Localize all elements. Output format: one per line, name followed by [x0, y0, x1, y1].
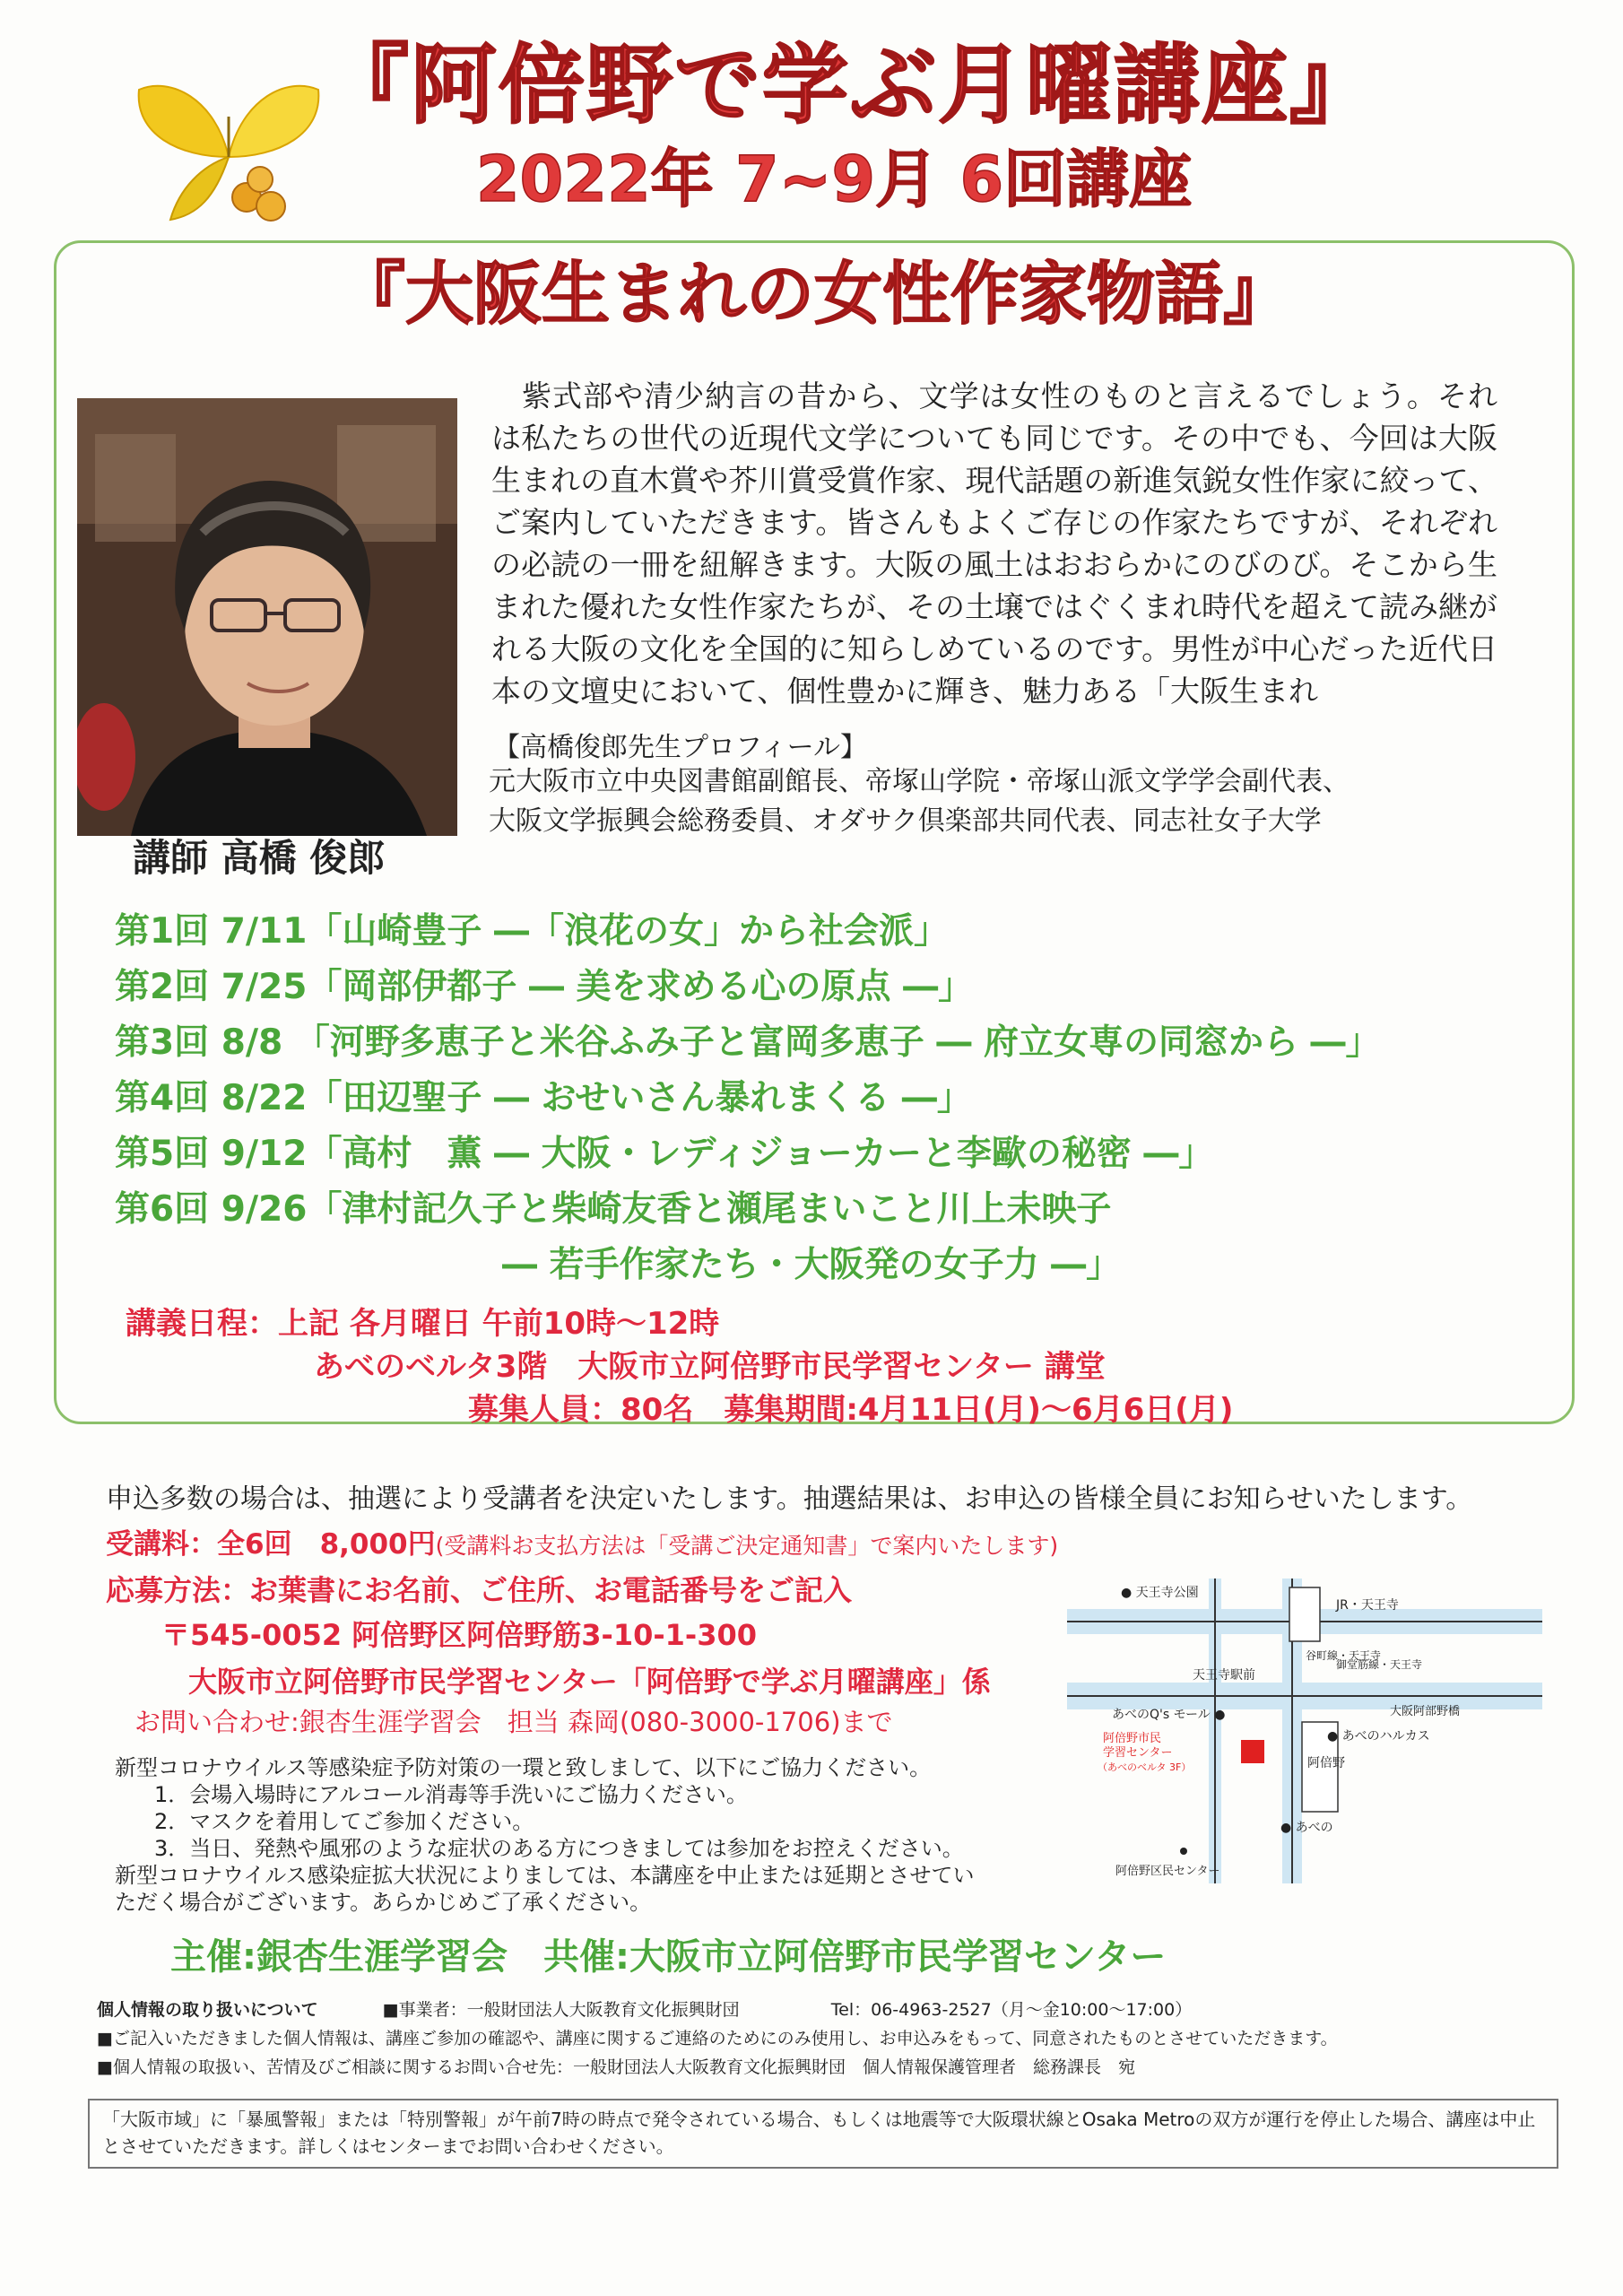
session-item-continued [115, 1238, 1514, 1293]
session-item: 第4回 8/22「田辺聖子 ― おせいさん暴れまくる ―」 [115, 1078, 972, 1118]
privacy-office: ■事業者：一般財団法人大阪教育文化振興財団 [382, 2000, 740, 2020]
course-description: 紫式部や清少納言の昔から、文学は女性のものと言えるでしょう。それは私たちの世代の近現代文学についても同じです。その中でも、今回は大阪生まれの直木賞や芥川賞受賞作家、現代話題の新進気鋭女性作家に絞って、ご案内していただきます。皆さんもよくご存じの作家たちですが、それぞれの必読の一冊を紐解きます。大阪の風土はおおらかにのびのび。そこから生まれた優れた女性作家たちが、その土壌ではぐくまれ時代を超えて読み継がれる大阪の文化を全国的に知らしめているのです。男性が中心だった近代日本の文壇史において、個性豊かに輝き、魅力ある「大阪生まれ [491, 378, 1497, 709]
session-item: 第3回 8/8 「河野多恵子と米谷ふみ子と富岡多恵子 ― 府立女専の同窓から ―」 [115, 1022, 1381, 1063]
map-label: 大阪阿部野橋 [1390, 1705, 1461, 1718]
profile-heading: 【高橋俊郎先生プロフィール】 [493, 732, 867, 763]
privacy-notice [97, 1996, 1576, 2082]
map-label: （あべのベルタ 3F） [1098, 1761, 1192, 1773]
fee-note: (受講料お支払方法は「受講ご決定通知書」で案内いたします) [435, 1533, 1059, 1559]
course-title: 『大阪生まれの女性作家物語』 [337, 254, 1291, 334]
covid-item: 2．マスクを着用してご参加ください。 [154, 1809, 534, 1834]
session-item: 第2回 7/25「岡部伊都子 ― 美を求める心の原点 ―」 [115, 967, 974, 1007]
map-label: ● 天王寺公園 [1121, 1586, 1199, 1600]
destination: 大阪市立阿倍野市民学習センター「阿倍野で学ぶ月曜講座」係 [188, 1665, 991, 1699]
map-label: 阿倍野区民センター [1115, 1865, 1220, 1878]
access-map [1067, 1578, 1542, 1883]
weather-warning-notice: 「大阪市域」に「暴風警報」または「特別警報」が午前7時の時点で発令されている場合、もしくは地震等で大阪環状線とOsaka Metroの双方が運行を停止した場合、講座は中止とさせていただきます。詳しくはセンターまでお問い合わせください。 [88, 2099, 1558, 2169]
lecturer-name: 講師 高橋 俊郎 [133, 836, 386, 880]
page-subtitle: 2022年 7~9月 6回講座 [475, 143, 1193, 216]
fee-amount: 受講料：全6回 8,000円 [106, 1528, 436, 1561]
fee [106, 1521, 1058, 1561]
map-label: JR・天王寺 [1336, 1598, 1399, 1613]
map-label: ● あべの [1280, 1821, 1333, 1835]
schedule [126, 1302, 1417, 1431]
lottery-note: 申込多数の場合は、抽選により受講者を決定いたします。抽選結果は、お申込の皆様全員にお知らせいたします。 [106, 1483, 1473, 1515]
map-label: 阿倍野市民 [1103, 1732, 1162, 1745]
profile-line: 元大阪市立中央図書館副館長、帝塚山学院・帝塚山派文学学会副代表、 [489, 766, 1350, 797]
session-list [115, 904, 1514, 1293]
map-label: 谷町線・天王寺 [1306, 1649, 1382, 1662]
session-item: 第5回 9/12「高村 薫 ― 大阪・レディジョーカーと李歐の秘密 ―」 [115, 1134, 1214, 1174]
schedule-time: 講義日程：上記 各月曜日 午前10時～12時 [126, 1306, 720, 1342]
session-continuation: ― 若手作家たち・大阪発の女子力 ―」 [502, 1245, 1122, 1285]
covid-note: 新型コロナウイルス感染症拡大状況によりましては、本講座を中止または延期とさせてい [115, 1863, 975, 1888]
profile-text [489, 762, 1511, 841]
schedule-capacity: 募集人員：80名 募集期間:4月11日(月)～6月6日(月) [468, 1392, 1234, 1428]
privacy-usage: ■ご記入いただきました個人情報は、講座ご参加の確認や、講座に関するご連絡のためにのみ使用し、お申込みをもって、同意されたものとさせていただきます。 [97, 2029, 1338, 2048]
map-label: 天王寺駅前 [1193, 1668, 1255, 1683]
covid-item: 3．当日、発熱や風邪のような症状のある方につきましては参加をお控えください。 [154, 1836, 964, 1861]
privacy-contact: ■個人情報の取扱い、苦情及びご相談に関するお問い合せ先：一般財団法人大阪教育文化振興財団 個人情報保護管理者 総務課長 宛 [97, 2057, 1135, 2077]
profile-line: 大阪文学振興会総務委員、オダサク倶楽部共同代表、同志社女子大学 [489, 805, 1322, 837]
sponsor: 主催:銀杏生涯学習会 共催:大阪市立阿倍野市民学習センター [170, 1936, 1167, 1978]
ginkgo-leaf-icon [117, 72, 341, 233]
map-label: 阿倍野 [1307, 1756, 1345, 1770]
lecturer-photo [77, 398, 457, 836]
map-label: 御堂筋線・天王寺 [1336, 1658, 1423, 1671]
covid-notice [115, 1754, 1056, 1916]
covid-item: 1．会場入場時にアルコール消毒等手洗いにご協力ください。 [154, 1782, 748, 1807]
covid-intro: 新型コロナウイルス等感染症予防対策の一環と致しまして、以下にご協力ください。 [115, 1755, 932, 1780]
postal-address: 〒545-0052 阿倍野区阿倍野筋3-10-1-300 [161, 1618, 757, 1652]
covid-note: ただく場合がございます。あらかじめご了承ください。 [115, 1890, 652, 1915]
apply-method: 応募方法：お葉書にお名前、ご住所、お電話番号をご記入 [106, 1573, 853, 1607]
privacy-title: 個人情報の取り扱いについて [97, 2000, 318, 2020]
inquiry-contact: お問い合わせ:銀杏生涯学習会 担当 森岡(080-3000-1706)まで [135, 1707, 893, 1737]
map-label: 学習センター [1103, 1746, 1173, 1760]
session-item: 第6回 9/26「津村記久子と柴崎友香と瀬尾まいこと川上未映子 [115, 1189, 1112, 1230]
map-label: ● あべのハルカス [1327, 1729, 1430, 1744]
page-title: 『阿倍野で学ぶ月曜講座』 [323, 35, 1377, 135]
session-item: 第1回 7/11「山崎豊子 ―「浪花の女」から社会派」 [115, 911, 949, 952]
map-label: あべのQ's モール ● [1112, 1708, 1226, 1722]
schedule-venue: あべのベルタ3階 大阪市立阿倍野市民学習センター 講堂 [314, 1349, 1106, 1385]
privacy-row [97, 1996, 1576, 2024]
privacy-tel: Tel：06-4963-2527（月～金10:00～17:00） [830, 2000, 1193, 2020]
